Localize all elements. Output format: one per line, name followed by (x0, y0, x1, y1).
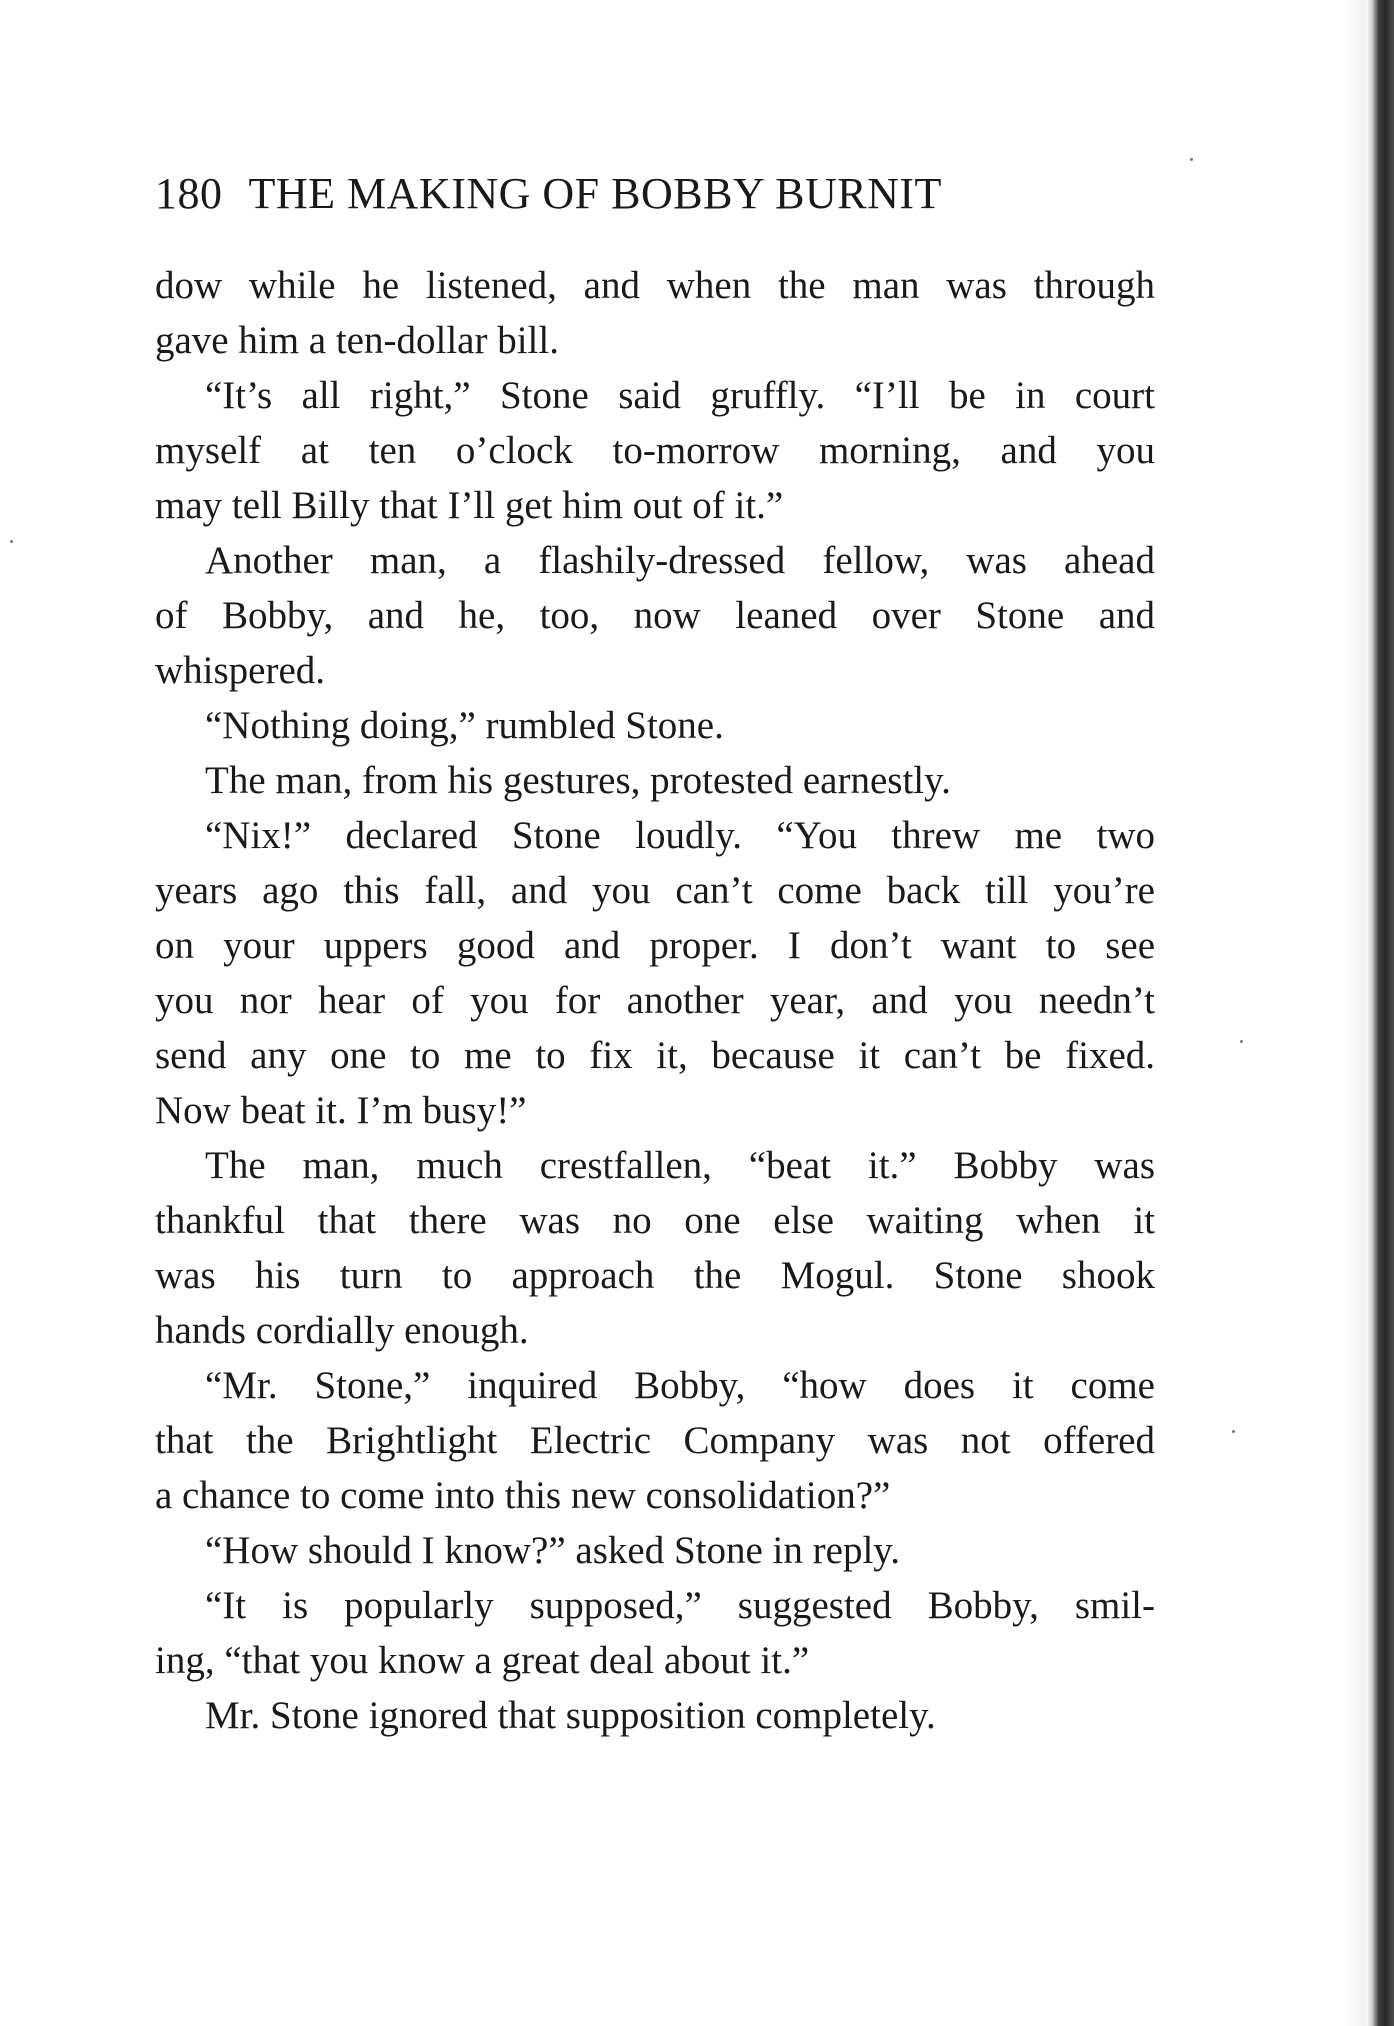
text-line: on your uppers good and proper. I don’t want to see (155, 924, 1155, 967)
text-line: that the Brightlight Electric Company was not offered (155, 1419, 1155, 1462)
text-line: whispered. (155, 649, 326, 692)
text-line: Mr. Stone ignored that supposition completely. (205, 1694, 936, 1737)
text-line: was his turn to approach the Mogul. Stone shook (155, 1254, 1155, 1297)
text-line: dow while he listened, and when the man was through (155, 264, 1155, 307)
page-edge-shadow (1366, 0, 1394, 2026)
text-line: hands cordially enough. (155, 1309, 529, 1352)
text-line: “How should I know?” asked Stone in reply. (205, 1529, 900, 1572)
text-line: years ago this fall, and you can’t come back till you’re (155, 869, 1155, 912)
paper-speck (1232, 1430, 1235, 1433)
text-line: ing, “that you know a great deal about it.” (155, 1639, 810, 1682)
text-line: a chance to come into this new consolidation?” (155, 1474, 891, 1517)
text-line: myself at ten o’clock to-morrow morning, and you (155, 429, 1155, 472)
paper-speck (1190, 158, 1193, 161)
running-header (155, 164, 1055, 224)
text-line: may tell Billy that I’ll get him out of it.” (155, 484, 784, 527)
text-line: gave him a ten-dollar bill. (155, 319, 559, 362)
text-line: Now beat it. I’m busy!” (155, 1089, 527, 1132)
body-text (155, 258, 1155, 1743)
text-line: thankful that there was no one else waiting when it (155, 1199, 1155, 1242)
text-line: you nor hear of you for another year, and you needn’t (155, 979, 1155, 1022)
text-line: “It’s all right,” Stone said gruffly. “I’ll be in court (205, 374, 1155, 417)
text-line: “It is popularly supposed,” suggested Bobby, smil- (205, 1584, 1155, 1627)
text-line: Another man, a flashily-dressed fellow, was ahead (205, 539, 1155, 582)
text-line: “Nothing doing,” rumbled Stone. (205, 704, 724, 747)
text-line: The man, from his gestures, protested earnestly. (205, 759, 951, 802)
text-line: send any one to me to fix it, because it can’t be fixed. (155, 1034, 1155, 1077)
paper-speck (10, 540, 13, 543)
text-line: “Nix!” declared Stone loudly. “You threw me two (205, 814, 1155, 857)
text-line: of Bobby, and he, too, now leaned over Stone and (155, 594, 1155, 637)
page-number: 180 (155, 169, 223, 218)
text-line: The man, much crestfallen, “beat it.” Bobby was (205, 1144, 1155, 1187)
paper-speck (1240, 1040, 1243, 1043)
running-title: THE MAKING OF BOBBY BURNIT (248, 169, 942, 218)
text-line: “Mr. Stone,” inquired Bobby, “how does it come (205, 1364, 1155, 1407)
